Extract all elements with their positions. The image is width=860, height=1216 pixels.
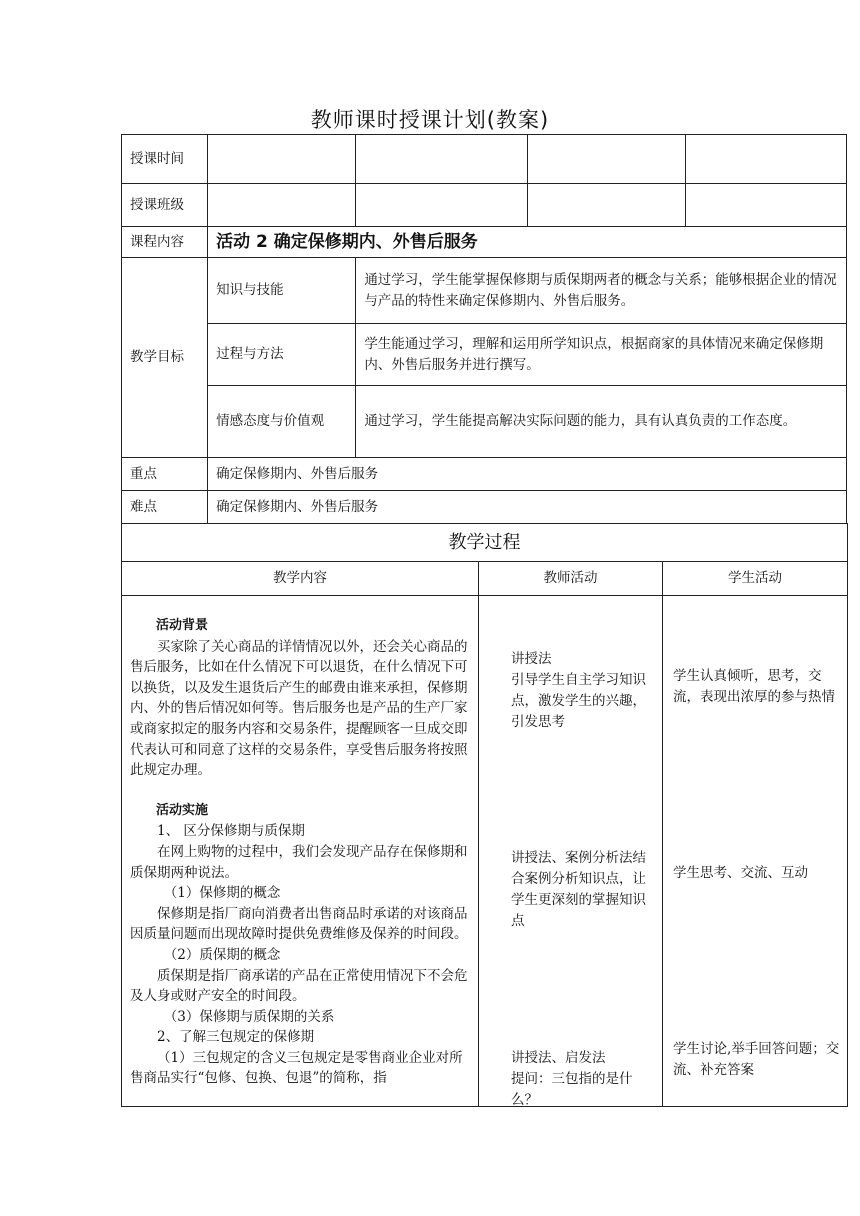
time-cell-1 <box>208 135 356 184</box>
class-cell-2 <box>356 184 527 227</box>
goal-row <box>122 386 847 458</box>
class-cell-1 <box>208 184 356 227</box>
col-content-header: 教学内容 <box>122 562 479 596</box>
lesson-info-table <box>121 134 847 524</box>
page-title: 教师课时授课计划(教案) <box>310 108 550 132</box>
item-1-text: 在网上购物的过程中，我们会发现产品存在保修期和质保期两种说法。 <box>130 843 468 881</box>
time-row <box>122 135 847 184</box>
time-cell-3 <box>527 135 685 184</box>
student-activity-2: 学生思考、交流、互动 <box>673 865 808 881</box>
col-student-header: 学生活动 <box>663 562 848 596</box>
time-cell-4 <box>685 135 846 184</box>
implementation-heading: 活动实施 <box>156 802 209 818</box>
sub-1-title: （1）保修期的概念 <box>163 885 281 902</box>
difficulty-row <box>122 491 847 524</box>
goal-row <box>122 324 847 386</box>
class-cell-4 <box>685 184 846 227</box>
teacher-activity-1: 讲授法 引导学生自主学习知识点，激发学生的兴趣，引发思考 <box>511 651 646 730</box>
sub-1-text: 保修期是指厂商向消费者出售商品时承诺的对该商品因质量问题而出现故障时提供免费维修及保养的时间段。 <box>130 905 468 943</box>
sub-2-title: （2）质保期的概念 <box>163 946 281 963</box>
teacher-activity-2: 讲授法、案例分析法结合案例分析知识点，让学生更深刻的掌握知识点 <box>511 850 646 929</box>
background-heading: 活动背景 <box>156 618 209 633</box>
difficulty-label: 难点 <box>122 491 208 524</box>
goal-text: 学生能通过学习，理解和运用所学知识点，根据商家的具体情况来确定保修期内、外售后服务并进行撰写。 <box>356 324 847 386</box>
item-2-text: （1）三包规定的含义三包规定是零售商业企业对所售商品实行“包修、包换、包退”的简称，指 <box>130 1049 463 1087</box>
goal-row <box>122 258 847 324</box>
background-text: 买家除了关心商品的详情情况以外，还会关心商品的售后服务，比如在什么情况下可以退货，在什么情况下可以换货，以及发生退货后产生的邮费由谁来承担，保修期内、外的售后情况如何等。售后服务也是产品的生产厂家或商家拟定的服务内容和交易条件，提醒顾客一旦成交即代表认可和同意了这样的交易条件，享受售后服务将按照此规定办理。 <box>130 638 468 779</box>
time-cell-2 <box>356 135 527 184</box>
content-value: 活动 2 确定保修期内、外售后服务 <box>208 227 847 258</box>
col-teacher-header: 教师活动 <box>479 562 663 596</box>
key-value: 确定保修期内、外售后服务 <box>208 458 847 491</box>
class-row <box>122 184 847 227</box>
goal-label: 知识与技能 <box>208 258 356 324</box>
difficulty-value: 确定保修期内、外售后服务 <box>208 491 847 524</box>
goal-text: 通过学习，学生能提高解决实际问题的能力，具有认真负责的工作态度。 <box>356 386 847 458</box>
sub-2-text: 质保期是指厂商承诺的产品在正常使用情况下不会危及人身或财产安全的时间段。 <box>130 967 468 1005</box>
process-heading: 教学过程 <box>122 524 848 562</box>
class-label: 授课班级 <box>122 184 208 227</box>
teacher-activity-3: 讲授法、启发法 提问：三包指的是什么？ <box>511 1050 633 1108</box>
item-2-title: 2、了解三包规定的保修期 <box>157 1029 315 1046</box>
goals-label: 教学目标 <box>122 258 208 458</box>
item-1-title: 1、 区分保修期与质保期 <box>157 823 305 840</box>
teacher-activity-cell <box>479 596 663 1107</box>
class-cell-3 <box>527 184 685 227</box>
time-label: 授课时间 <box>122 135 208 184</box>
student-activity-cell <box>663 596 848 1107</box>
student-activity-3: 学生讨论,举手回答问题；交流、补充答案 <box>673 1041 840 1078</box>
teaching-content-cell <box>122 596 479 1107</box>
student-activity-1: 学生认真倾听，思考，交流，表现出浓厚的参与热情 <box>673 668 835 705</box>
content-row <box>122 227 847 258</box>
sub-3-title: （3）保修期与质保期的关系 <box>163 1008 335 1025</box>
goal-text: 通过学习，学生能掌握保修期与质保期两者的概念与关系；能够根据企业的情况与产品的特性来确定保修期内、外售后服务。 <box>356 258 847 324</box>
teaching-process-table <box>121 523 848 1107</box>
key-row <box>122 458 847 491</box>
key-label: 重点 <box>122 458 208 491</box>
goal-label: 过程与方法 <box>208 324 356 386</box>
content-label: 课程内容 <box>122 227 208 258</box>
goal-label: 情感态度与价值观 <box>208 386 356 458</box>
